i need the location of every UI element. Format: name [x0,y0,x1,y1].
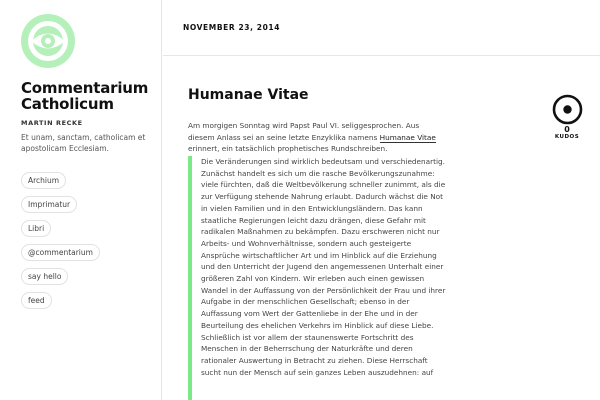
site-tagline: Et unam, sanctam, catholicam et apostolicam Ecclesiam. [21,133,146,153]
author-name: MARTIN RECKE [21,119,83,127]
kudos-count: 0 [564,125,570,134]
nav-item-archium[interactable]: Archium [21,172,66,189]
eye-logo-icon[interactable] [21,14,75,68]
kudos-widget[interactable] [550,94,584,140]
post-intro [188,120,446,155]
nav-item-feed[interactable]: feed [21,292,52,309]
intro-text-start: Am morgigen Sonntag wird Papst Paul VI. seliggesprochen. Aus diesem Anlass sei an seine letzte Enzyklika namens [188,121,420,142]
nav-item-libri[interactable]: Libri [21,220,51,237]
blockquote: Die Veränderungen sind wirklich bedeutsam und verschiedenartig. Zunächst handelt es sich um die rasche Bevölkerungszunahme: viele fürchten, daß die Weltbevölkerung schneller zunimmt, als die zur Verfügung stehende Nahrung erlaubt. Dadurch wächst die Not in vielen Familien und in den Entwicklungsländern. Das kann staatliche Regierungen leicht dazu drängen, diese Gefahr mit radikalen Maßnahmen zu bekämpfen. Dazu erschweren nicht nur Arbeits- und Wohnverhältnisse, sondern auch gesteigerte Ansprüche wirtschaftlicher Art und im Hinblick auf die Erziehung und den Unterricht der Jugend den angemessenen Unterhalt einer größeren Zahl von Kindern. Wir erleben auch einen gewissen Wandel in der Auffassung von der Persönlichkeit der Frau und ihrer Aufgabe in der menschlichen Gesellschaft; ebenso in der Auffassung vom Wert der Gattenliebe in der Ehe und in der Beurteilung des ehelichen Verkehrs im Hinblick auf diese Liebe. Schließlich ist vor allem der staunenswerte Fortschritt des Menschen in der Beherrschung der Naturkräfte und deren rationaler Auswertung in Betracht zu ziehen. Diese Herrschaft sucht nun der Mensch auf sein ganzes Leben auszudehnen: auf [188,156,448,400]
post [188,87,446,155]
nav-item-say-hello[interactable]: say hello [21,268,68,285]
encyclical-link[interactable]: Humanae Vitae [379,132,436,142]
sidebar [0,0,162,400]
site-title[interactable]: Commentarium Catholicum [21,79,149,113]
kudos-label: KUDOS [554,134,580,140]
post-title[interactable]: Humanae Vitae [188,87,309,103]
sidebar-nav [21,168,161,305]
kudos-circle-icon[interactable] [552,94,583,125]
nav-item-twitter[interactable]: @commentarium [21,244,100,261]
post-date[interactable]: NOVEMBER 23, 2014 [183,23,281,32]
post-header-bar [163,0,600,56]
intro-text-end: erinnert, ein tatsächlich prophetisches Rundschreiben. [188,144,388,154]
nav-item-imprimatur[interactable]: Imprimatur [21,196,77,213]
